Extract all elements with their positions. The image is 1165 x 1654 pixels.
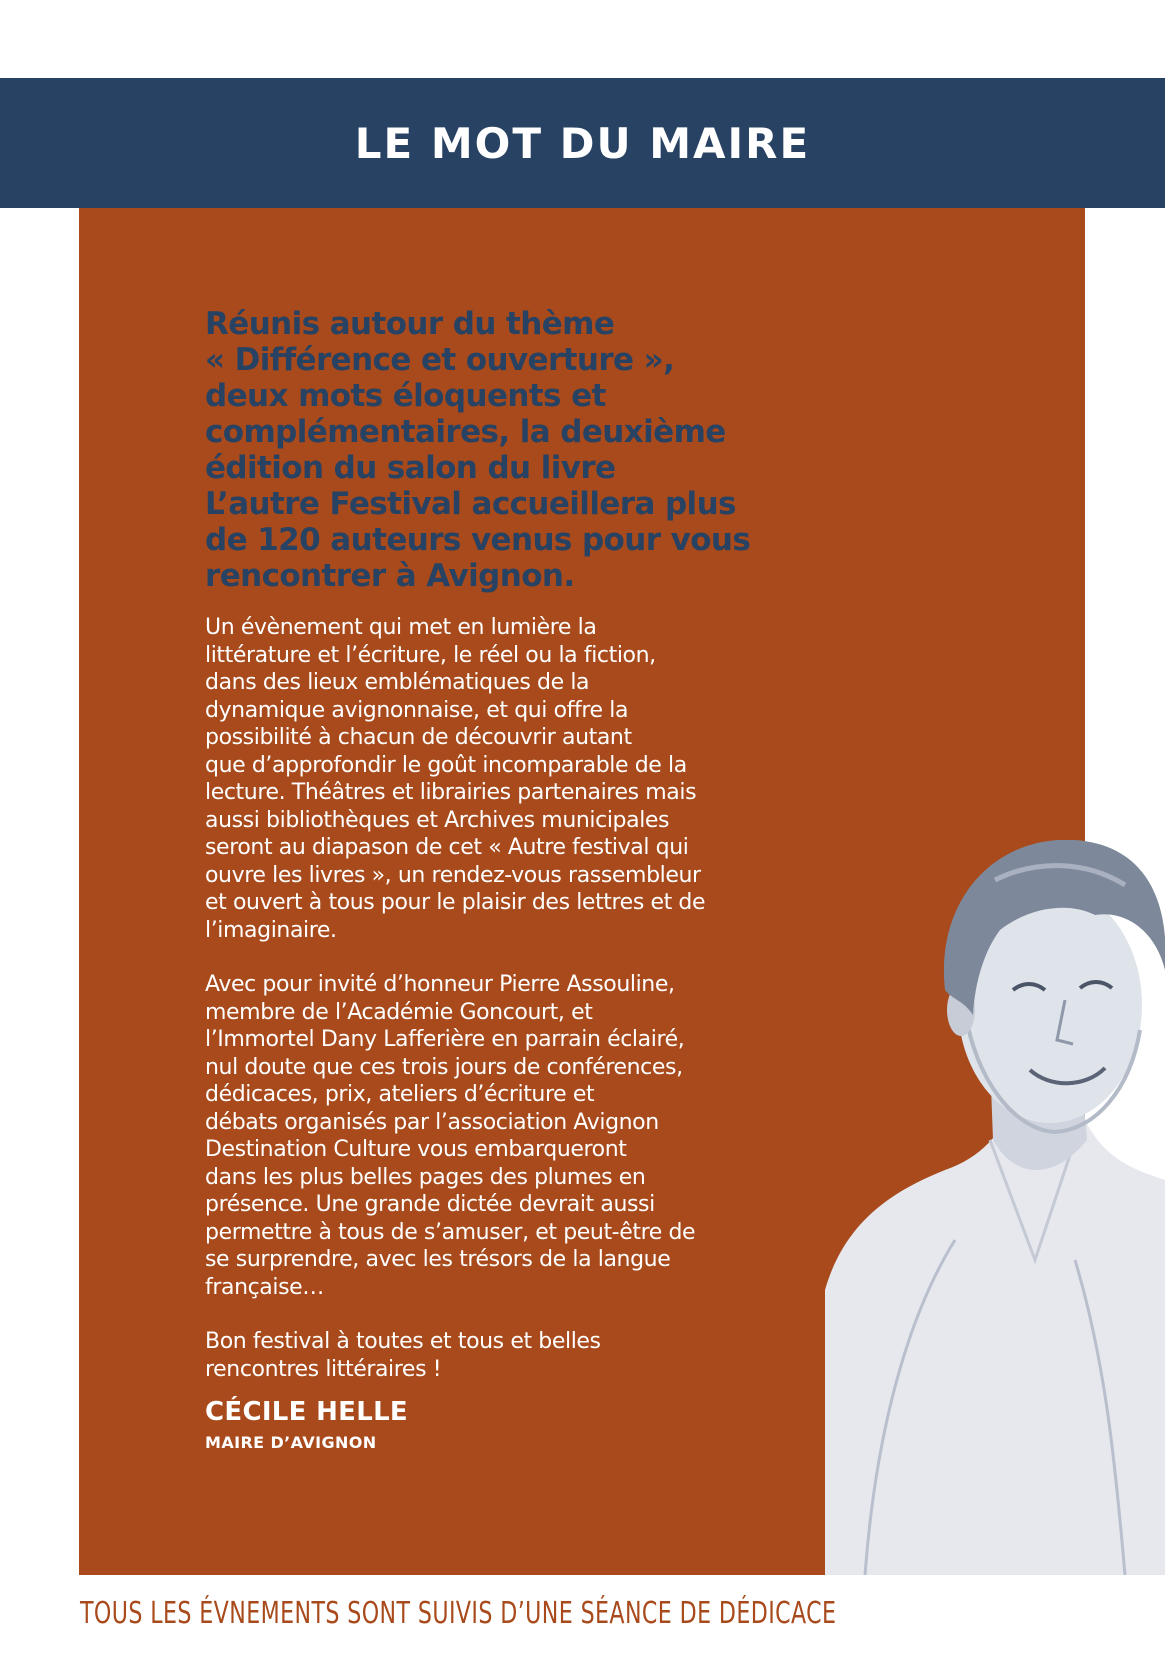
signature-role: MAIRE D’AVIGNON (205, 1433, 377, 1452)
body-paragraph-2: Avec pour invité d’honneur Pierre Assouline, membre de l’Académie Goncourt, et l’Immortel Dany Lafferière en parrain éclairé, nul doute que ces trois jours de conférences, dédicaces, prix, ateliers d’écriture et débats organisés par l’association Avignon Destination Culture vous embarqueront dans les plus belles pages des plumes en présence. Une grande dictée devrait aussi permettre à tous de s’amuser, et peut-être de se surprendre, avec les trésors de la langue française… (205, 972, 696, 1300)
closing-paragraph: Bon festival à toutes et tous et belles rencontres littéraires ! (205, 1329, 601, 1382)
header-band (0, 78, 1165, 208)
footer-note: TOUS LES ÉVNEMENTS SONT SUIVIS D’UNE SÉANCE DE DÉDICACE (80, 1596, 837, 1631)
lead-paragraph: Réunis autour du thème « Différence et ouverture », deux mots éloquents et complémentaires, la deuxième édition du salon du livre L’autre Festival accueillera plus de 120 auteurs venus pour vous rencontrer à Avignon. (205, 306, 751, 594)
letter-content (205, 306, 805, 1452)
body-paragraph-1: Un évènement qui met en lumière la littérature et l’écriture, le réel ou la fiction, dans des lieux emblématiques de la dynamique avignonnaise, et qui offre la possibilité à chacun de découvrir autant que d’approfondir le goût incomparable de la lecture. Théâtres et librairies partenaires mais aussi bibliothèques et Archives municipales seront au diapason de cet « Autre festival qui ouvre les livres », un rendez-vous rassembleur et ouvert à tous pour le plaisir des lettres et de l’imaginaire. (205, 615, 706, 943)
signature-name: CÉCILE HELLE (205, 1397, 408, 1427)
mayor-portrait (825, 840, 1165, 1575)
portrait-shirt (825, 1120, 1165, 1575)
page-title: LE MOT DU MAIRE (354, 118, 811, 168)
